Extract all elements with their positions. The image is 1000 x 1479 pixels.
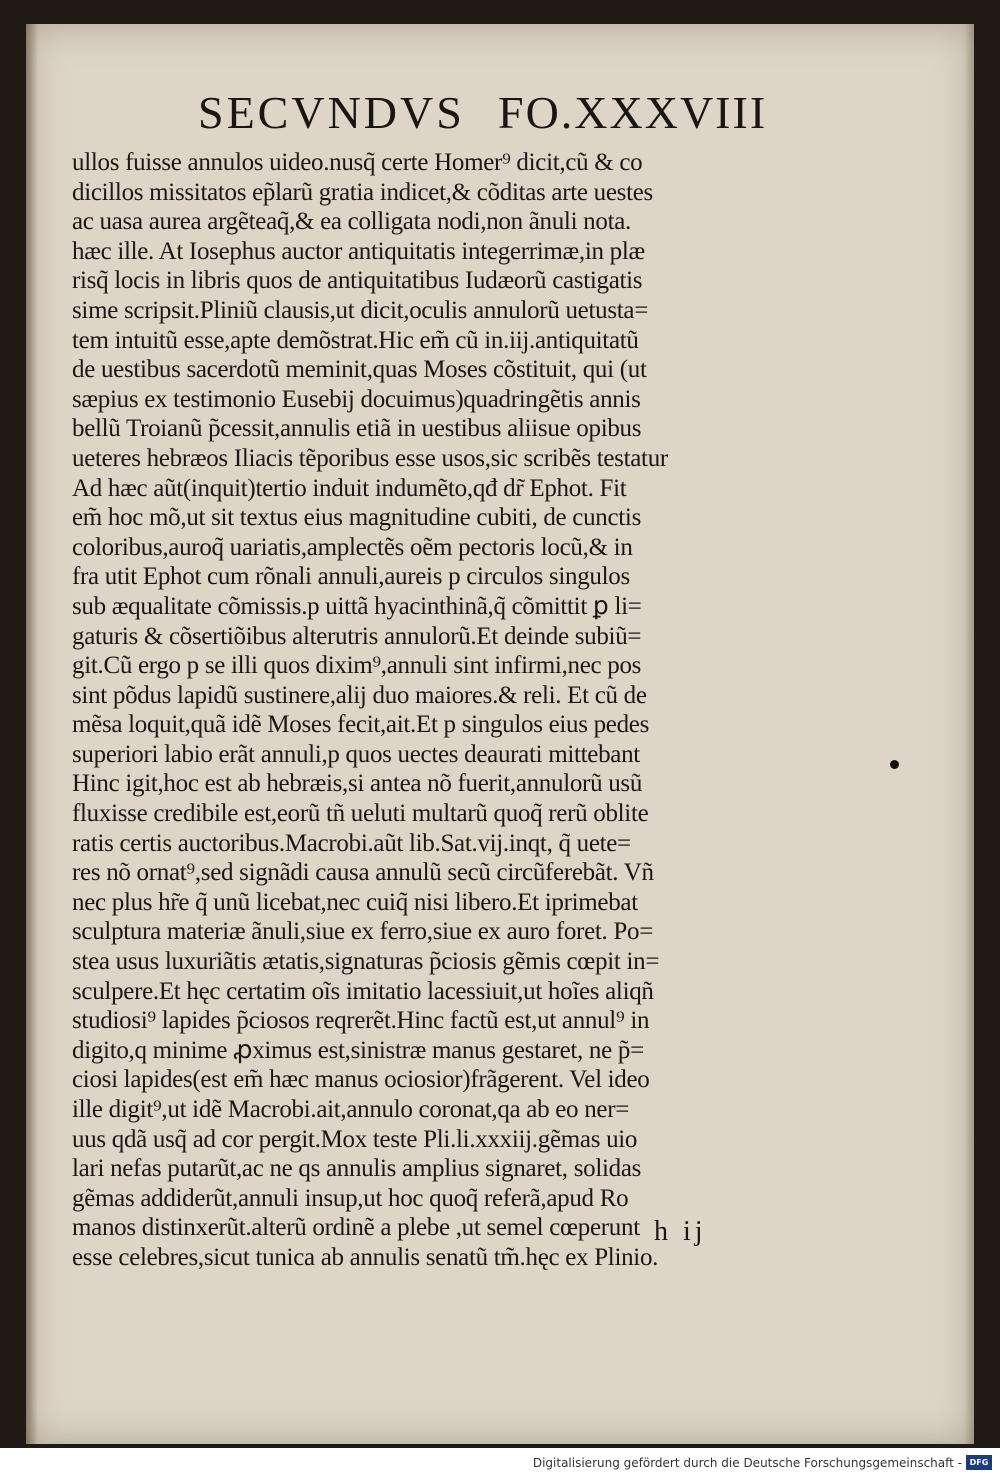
text-line: gẽmas addiderũt,annuli insup,ut hoc quoq̃ referã,apud Ro: [72, 1184, 629, 1212]
signature-mark: h ij: [654, 1216, 707, 1247]
text-line: lari nefas putarũt,ac ne qs annulis amplius signaret, solidas: [72, 1155, 642, 1183]
text-line: ille digit⁹,ut idẽ Macrobi.ait,annulo coronat,qa ab eo ner=: [72, 1096, 630, 1123]
text-line: hæc ille. At Iosephus auctor antiquitatis integerrimæ,in plæ: [72, 237, 645, 265]
running-head: [26, 86, 974, 146]
text-line: res nõ ornat⁹,sed signãdi causa annulũ secũ circũferebãt. Vñ: [72, 859, 654, 887]
text-line: ac uasa aurea argẽteaq̃,& ea colligata nodi,non ãnuli nota.: [72, 208, 631, 236]
text-line: manos distinxerũt.alterũ ordinẽ a plebe ,ut semel cœperunt: [72, 1214, 640, 1242]
text-line: fluxisse credibile est,eorũ tñ ueluti multarũ quoq̃ rerũ oblite: [72, 800, 649, 828]
running-head-title: SECVNDVS: [198, 87, 465, 138]
text-line: ciosi lapides(est em̃ hæc manus ociosior)frãgerent. Vel ideo: [72, 1066, 650, 1094]
text-line: superiori labio erãt annuli,p quos uectes deaurati mittebant: [72, 740, 640, 768]
text-line: sime scripsit.Pliniũ clausis,ut dicit,oculis annulorũ uetusta=: [72, 296, 648, 324]
footer-bar: [0, 1448, 1000, 1479]
text-line: digito,q minime ꝓximus est,sinistræ manus gestaret, ne p̃=: [72, 1036, 644, 1064]
text-line: de uestibus sacerdotũ meminit,quas Moses cõstituit, qui (ut: [72, 356, 647, 384]
text-line: nec plus hr̃e q̃ unũ licebat,nec cuiq̃ nisi libero.Et iprimebat: [72, 888, 638, 916]
text-line: sæpius ex testimonio Eusebij docuimus)quadringẽtis annis: [72, 385, 641, 413]
text-line: ratis certis auctoribus.Macrobi.aũt lib.Sat.vij.inqt, q̃ uete=: [72, 829, 631, 857]
text-line: coloribus,auroq̃ uariatis,amplectẽs oẽm pectoris locũ,& in: [72, 533, 633, 561]
text-line: uus qdã usq̃ ad cor pergit.Mox teste Pli.li.xxxiij.gẽmas uio: [72, 1125, 638, 1153]
dfg-logo: DFG: [966, 1455, 992, 1470]
text-line: fra utit Ephot cum rõnali annuli,aureis p circulos singulos: [72, 563, 630, 591]
body-text: [72, 148, 762, 1273]
text-line: sculptura materiæ ãnuli,siue ex ferro,siue ex auro foret. Po=: [72, 918, 654, 946]
text-line: Ad hæc aũt(inquit)tertio induit indumẽto,qđ dr̃ Ephot. Fit: [72, 474, 627, 502]
text-line: ueteres hebræos Iliacis tẽporibus esse usos,sic scribẽs testatur: [72, 444, 668, 472]
text-line: stea usus luxuriãtis ætatis,signaturas p̃ciosis gẽmis cœpit in=: [72, 948, 660, 976]
funding-credit: Digitalisierung gefördert durch die Deutsche Forschungsgemeinschaft -: [532, 1456, 962, 1470]
text-line: tem intuitũ esse,apte demõstrat.Hic em̃ cũ in.iij.antiquitatũ: [72, 326, 639, 354]
text-line: Hinc igit,hoc est ab hebræis,si antea nõ fuerit,annulorũ usũ: [72, 770, 643, 798]
text-line: dicillos missitatos ep̃larũ gratia indicet,& cõditas arte uestes: [72, 178, 653, 206]
text-line: sint põdus lapidũ sustinere,alij duo maiores.& reli. Et cũ de: [72, 681, 647, 709]
text-line: bellũ Troianũ p̃cessit,annulis etiã in uestibus aliisue opibus: [72, 415, 642, 443]
text-line: esse celebres,sicut tunica ab annulis senatũ tm̃.hęc ex Plinio.: [72, 1243, 659, 1271]
text-line: ullos fuisse annulos uideo.nusq̃ certe Homer⁹ dicit,cũ & co: [72, 149, 643, 176]
text-line: risq̃ locis in libris quos de antiquitatibus Iudæorũ castigatis: [72, 267, 643, 295]
ink-spot: [890, 760, 899, 769]
text-line: gaturis & cõsertiõibus alterutris annulorũ.Et deinde subiũ=: [72, 622, 642, 650]
text-line: em̃ hoc mõ,ut sit textus eius magnitudine cubiti, de cunctis: [72, 504, 642, 532]
text-line: sub æqualitate cõmissis.p uittã hyacinthinã,q̃ cõmittit ꝑ li=: [72, 592, 642, 620]
text-line: studiosi⁹ lapides p̃ciosos reqrerẽt.Hinc factũ est,ut annul⁹ in: [72, 1007, 650, 1035]
text-line: sculpere.Et hęc certatim oĩs imitatio lacessiuit,ut hoĩes aliqñ: [72, 977, 654, 1005]
text-line: git.Cũ ergo p se illi quos dixim⁹,annuli sint infirmi,nec pos: [72, 652, 642, 680]
folio-number: FO.XXXVIII: [498, 87, 768, 138]
text-line: mẽsa loquit,quã idẽ Moses fecit,ait.Et p singulos eius pedes: [72, 711, 650, 739]
scanned-page: [26, 24, 974, 1444]
